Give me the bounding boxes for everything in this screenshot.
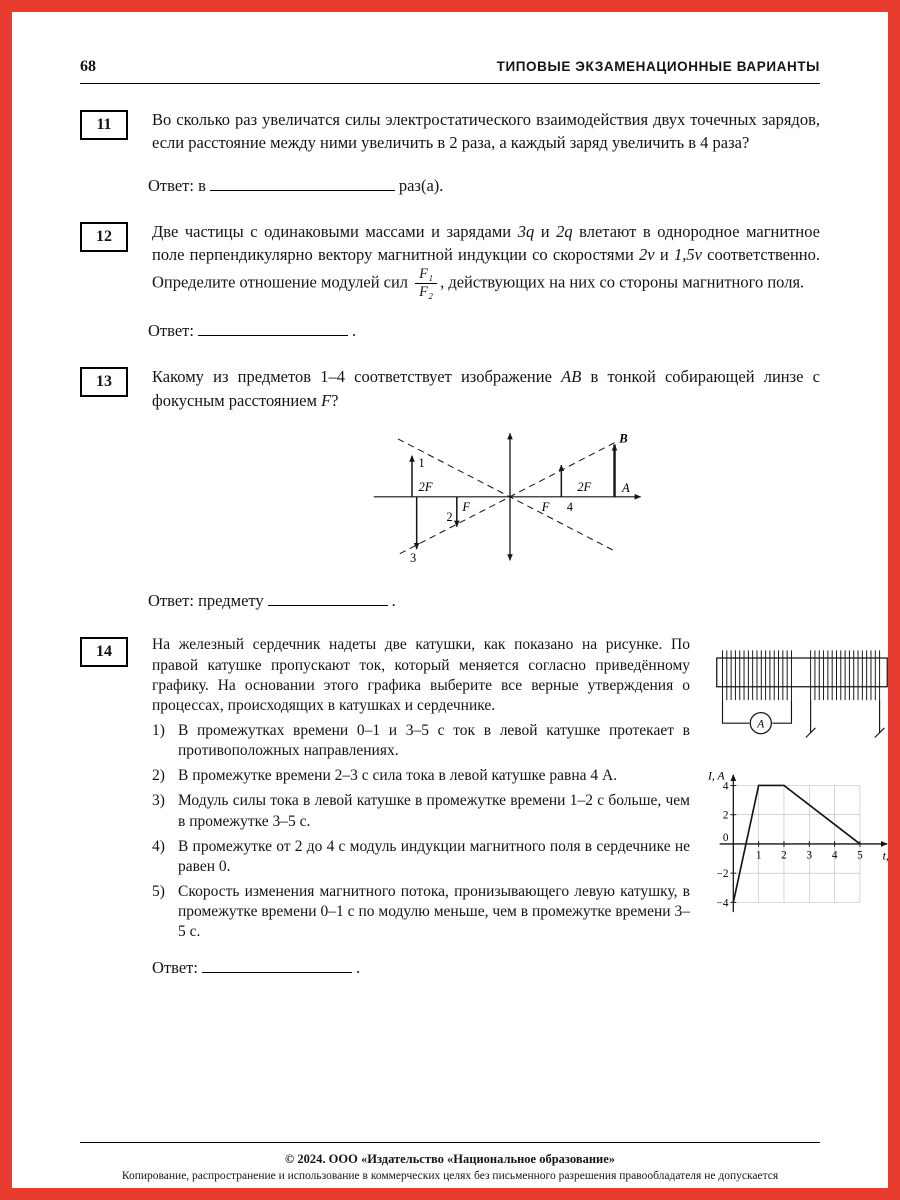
xtick-2: 2 [781,849,787,862]
ytick-minus2: −2 [716,868,729,881]
variable: 2v [639,245,655,265]
answer-blank [210,175,395,191]
text-fragment: соответственно. Определите отношение модулей сил [152,245,820,292]
statement-text: Модуль силы тока в левой катушке в промежутке времени 1–2 с больше, чем в промежутке 3–5 с. [178,792,690,830]
y-axis-label: I, A [707,770,725,784]
statement-text: В промежутке времени 2–3 с сила тока в левой катушке равна 4 А. [178,767,618,785]
question-14-number-box: 14 [80,637,128,667]
statement-text: В промежутке от 2 до 4 с модуль индукции магнитного поля в сердечнике не равен 0. [178,837,690,875]
fraction-denominator: F₂ [419,283,434,300]
answer-suffix: . [351,321,357,341]
statement-text: Скорость изменения магнитного потока, пронизывающего левую катушку, в промежутке времени 0–1 с по модулю меньше, чем в промежутке времени 3–5 с. [178,882,690,941]
force-ratio-fraction [415,267,437,300]
xtick-4: 4 [831,849,838,862]
right-f-label: F [541,499,550,514]
left-2f-label: 2F [418,480,433,495]
text-fragment: влетают в однородное магнитное поле перпендикулярно вектору магнитной индукции со скоростями [152,221,820,265]
page-footer [56,1142,844,1182]
question-13 [80,365,820,570]
question-12 [80,220,820,300]
right-2f-label: 2F [577,480,592,495]
question-11-number-box: 11 [80,110,128,140]
answer-label: Ответ: предмету [148,591,264,611]
question-11-answer-line [148,175,820,196]
question-14 [80,635,897,979]
statement-number: 2) [152,767,165,785]
answer-blank [198,320,348,336]
variable: AB [561,367,582,387]
wire-break-slashes [805,728,884,738]
text-fragment: ? [331,390,339,410]
right-coil-wires [810,701,879,734]
variable: 3q [517,221,535,241]
x-axis-label: t, c [882,849,897,863]
header-rule [80,83,820,84]
statement-1 [152,721,690,761]
lens-diagram [370,424,820,570]
iron-core [716,658,887,687]
statement-5 [152,882,690,942]
xtick-3: 3 [806,849,813,862]
statement-number: 5) [152,882,165,900]
question-13-body [152,365,820,570]
xtick-5: 5 [857,849,863,862]
question-12-number-box: 12 [80,222,128,252]
statement-number: 1) [152,721,165,739]
answer-blank [202,957,352,973]
text-fragment: в тонкой собирающей линзе с фокусным расстоянием [152,367,820,410]
answer-blank [268,590,388,606]
text-fragment: и [534,221,557,241]
answer-label: Ответ: [152,958,198,978]
answer-suffix: . [355,958,361,978]
page-header [80,58,820,76]
statement-3 [152,791,690,831]
question-14-body [152,635,897,979]
page-number: 68 [80,58,96,75]
footer-copyright: © 2024. ООО «Издательство «Национальное образование» [284,1152,616,1166]
xtick-1: 1 [755,849,762,862]
ammeter-label: A [756,718,764,731]
ytick-2: 2 [722,809,729,822]
text-fragment: Какому из предметов 1–4 соответствует изображение [152,367,562,387]
statement-text: В промежутках времени 0–1 и 3–5 с ток в левой катушке протекает в противоположных направлениях. [178,721,690,760]
running-head: ТИПОВЫЕ ЭКЗАМЕНАЦИОННЫЕ ВАРИАНТЫ [496,59,820,74]
question-14-intro: На железный сердечник надеты две катушки, как показано на рисунке. По правой катушке пропускают ток, который меняется согласно приведённому графику. На основании этого графика выберите все верные утверждения о процессах, происходящих в катушках и сердечнике. [152,636,690,714]
question-14-text-column [152,635,690,942]
text-fragment: Две частицы с одинаковыми массами и зарядами [152,221,518,241]
lens-diagram-svg [370,424,650,564]
footer-notice: Копирование, распространение и использование в коммерческих целях без письменного разрешения правообладателя не допускается [121,1170,779,1182]
statement-number: 4) [152,837,165,855]
image-b-label: B [619,431,628,446]
ytick-minus4: −4 [716,897,729,910]
footer-rule [80,1142,820,1143]
question-13-number-box: 13 [80,367,128,397]
answer-suffix: раз(а). [398,175,444,195]
statement-number: 3) [152,792,165,810]
question-14-figures [704,635,899,917]
ytick-0: 0 [722,832,729,845]
variable: 2q [556,221,573,241]
answer-suffix: . [391,591,396,611]
text-fragment: , действующих на них со стороны магнитного поля. [440,272,805,292]
answer-label: Ответ: в [148,175,206,195]
question-11-text: Во сколько раз увеличатся силы электростатического взаимодействия двух точечных зарядов, если расстояние между ними увеличить в 2 раза, а каждый заряд увеличить в 4 раза? [152,110,820,153]
fraction-numerator: F₁ [415,267,437,284]
variable: F [321,390,332,410]
coil-core-figure [711,635,893,750]
axis-a-label: A [622,481,630,496]
answer-label: Ответ: [148,321,194,341]
dashed-ray-2 [398,439,615,551]
question-11 [80,108,820,155]
left-f-label: F [462,499,471,514]
object-2-label: 2 [446,510,453,525]
ytick-4: 4 [722,780,729,793]
question-12-answer-line [148,320,820,341]
current-time-graph [704,766,899,917]
object-3-label: 3 [410,551,417,564]
question-12-text [152,220,820,300]
object-4-label: 4 [566,499,573,514]
statement-4 [152,837,690,877]
object-1-label: 1 [418,455,425,470]
text-fragment: и [654,245,674,265]
question-13-text [152,365,820,412]
dashed-ray-1 [398,443,615,555]
question-13-answer-line [148,590,820,611]
statement-2 [152,766,690,786]
question-14-answer-line [152,956,839,979]
variable: 1,5v [673,245,702,265]
